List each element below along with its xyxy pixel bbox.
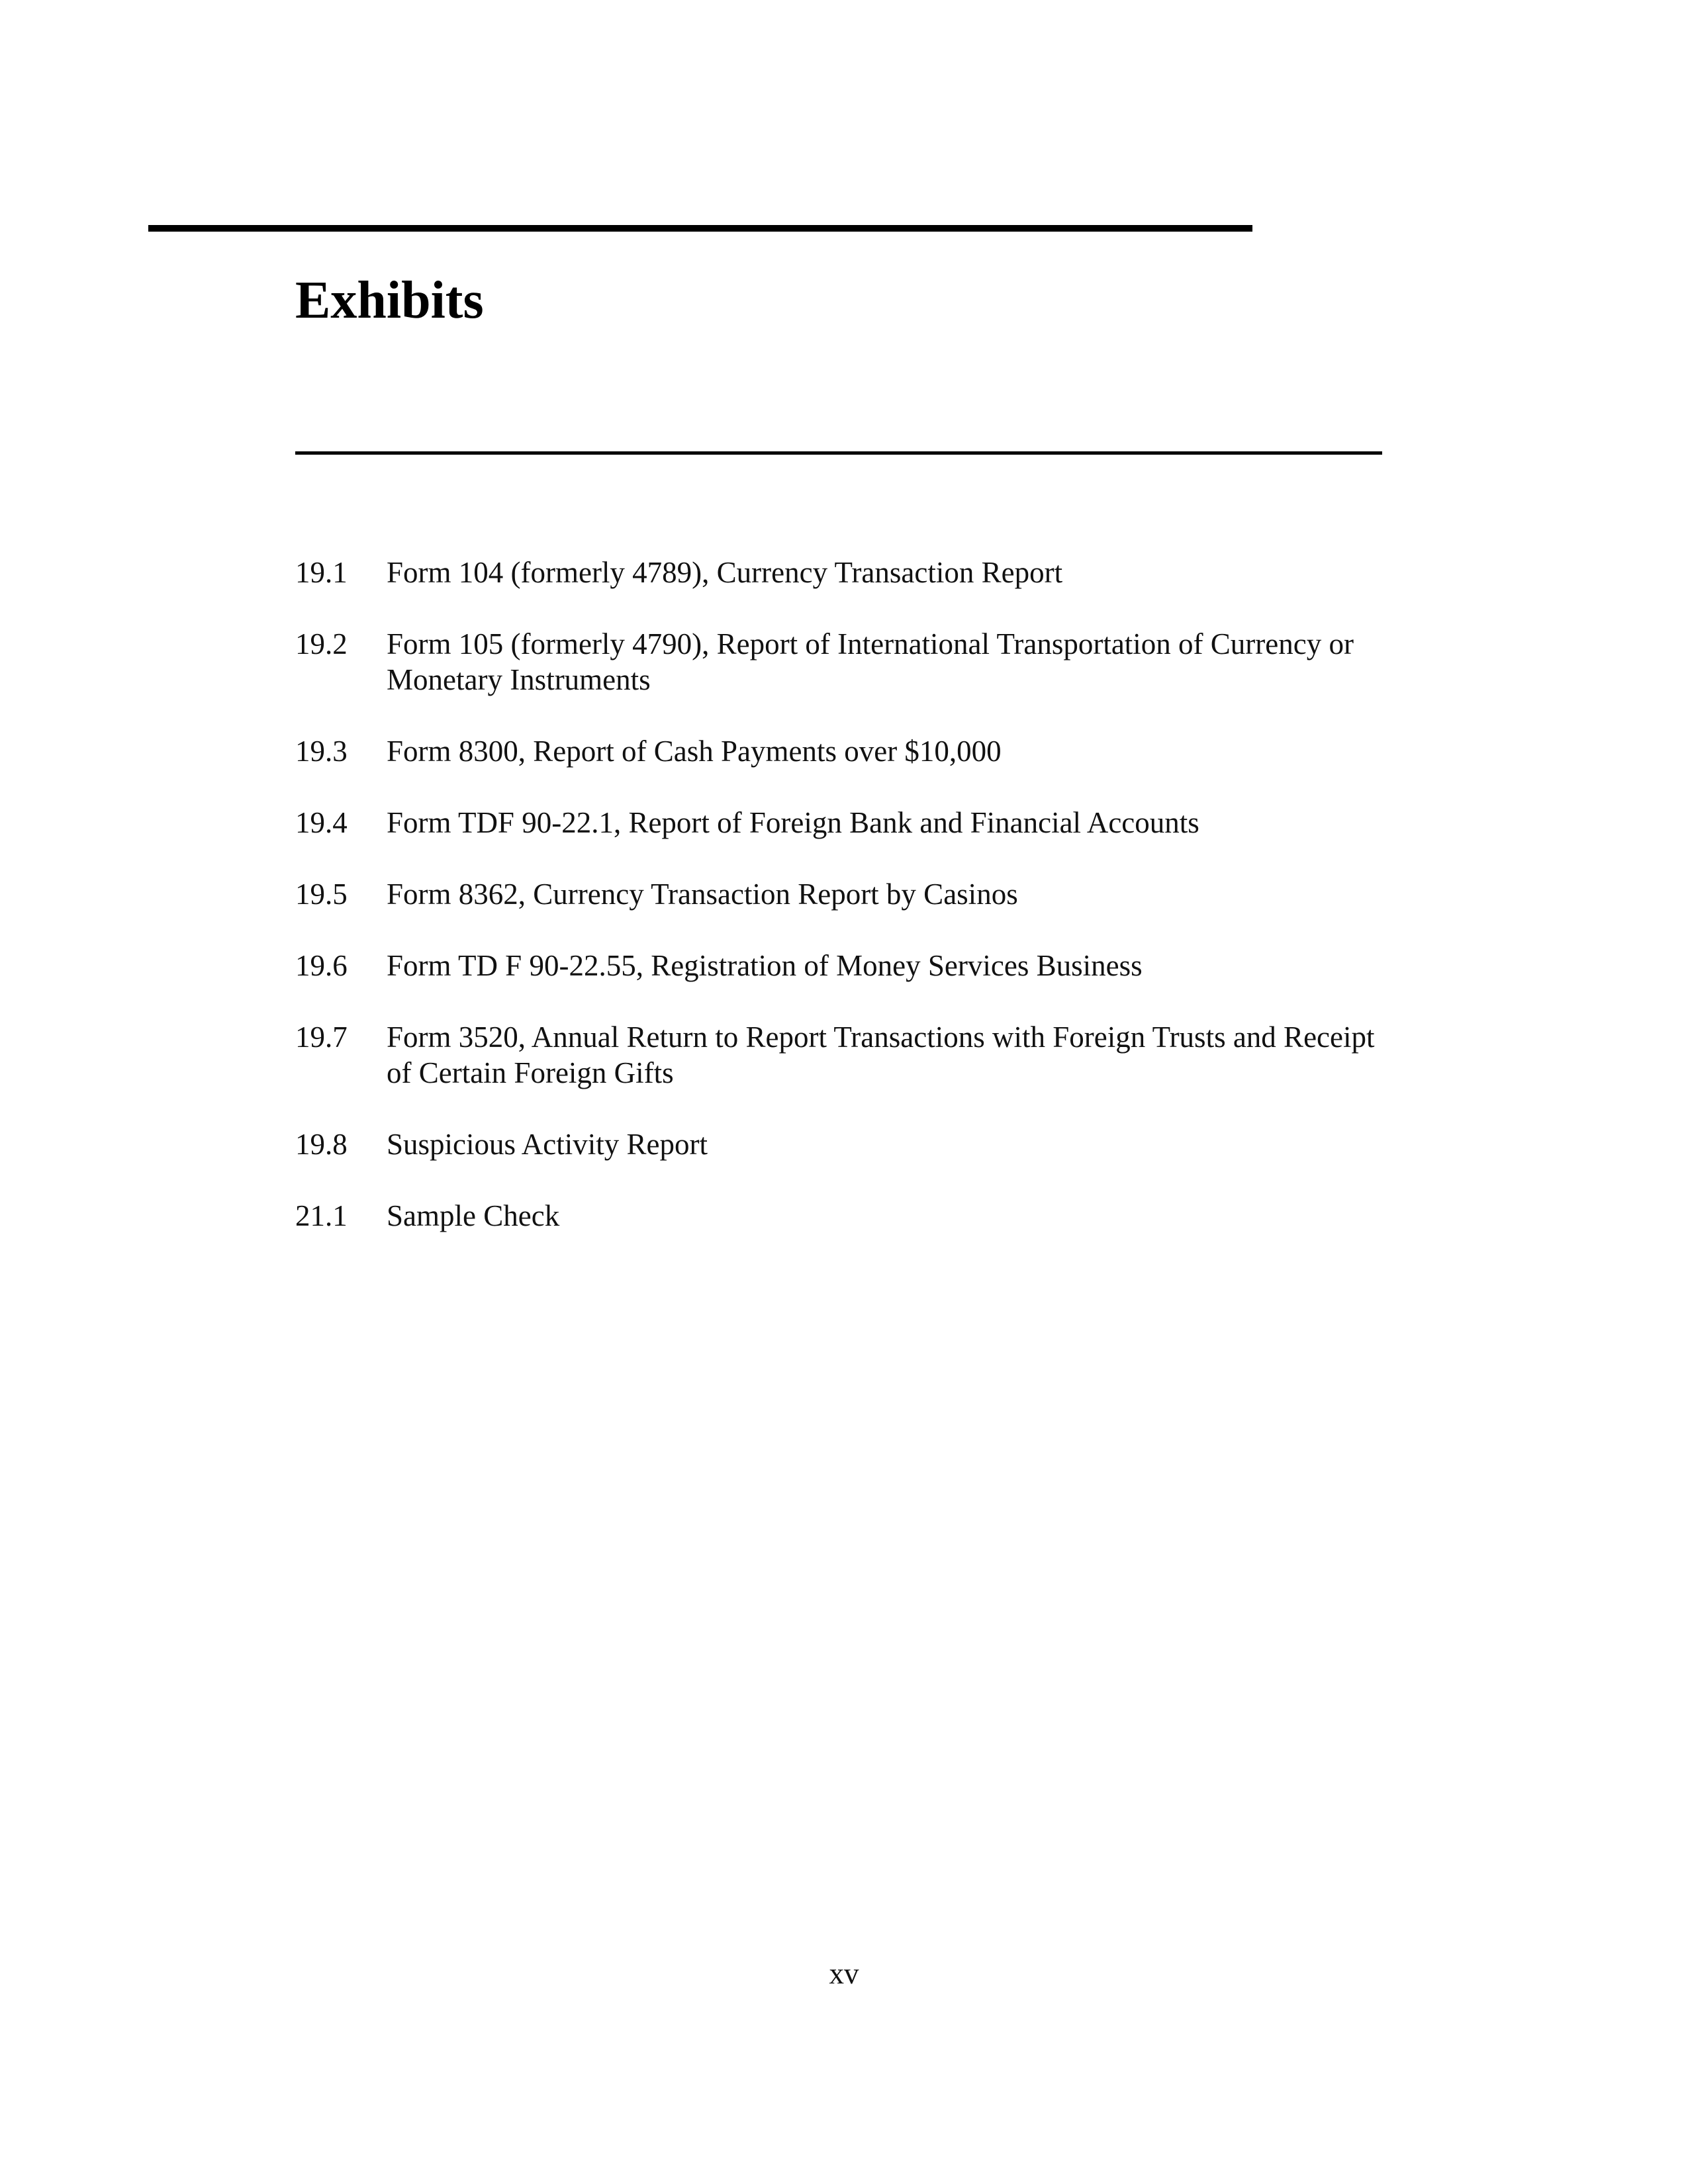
exhibit-item-19-8 xyxy=(295,1126,1387,1162)
exhibit-number: 19.7 xyxy=(295,1021,348,1054)
exhibit-title: Suspicious Activity Report xyxy=(387,1128,708,1161)
exhibit-title: Sample Check xyxy=(387,1199,560,1232)
exhibit-item-19-4 xyxy=(295,805,1387,841)
exhibit-item-19-3 xyxy=(295,733,1387,769)
exhibit-item-19-1 xyxy=(295,555,1387,590)
exhibit-title: Form 8362, Currency Transaction Report by Casinos xyxy=(387,878,1018,911)
exhibit-title: Form TDF 90-22.1, Report of Foreign Bank and Financial Accounts xyxy=(387,806,1199,839)
exhibit-item-19-2 xyxy=(295,626,1387,698)
exhibit-item-19-5 xyxy=(295,876,1387,912)
exhibit-title: Form TD F 90-22.55, Registration of Money Services Business xyxy=(387,949,1143,982)
exhibit-number: 19.4 xyxy=(295,806,348,839)
exhibit-number: 19.1 xyxy=(295,556,348,589)
exhibit-list xyxy=(295,555,1387,1269)
exhibit-title: Form 8300, Report of Cash Payments over $10,000 xyxy=(387,735,1002,768)
exhibit-item-21-1 xyxy=(295,1198,1387,1234)
exhibit-number: 19.5 xyxy=(295,878,348,911)
exhibit-title: Form 104 (formerly 4789), Currency Transaction Report xyxy=(387,556,1063,589)
exhibit-number: 19.6 xyxy=(295,949,348,982)
title-divider xyxy=(295,451,1382,455)
exhibit-item-19-7 xyxy=(295,1019,1387,1091)
page-number: xv xyxy=(829,1957,859,1990)
header-rule xyxy=(148,225,1252,232)
exhibit-title: Form 3520, Annual Return to Report Transactions with Foreign Trusts and Receipt of Certain Foreign Gifts xyxy=(387,1021,1375,1089)
page-title: Exhibits xyxy=(295,271,484,330)
exhibit-number: 19.2 xyxy=(295,627,348,660)
exhibit-number: 19.8 xyxy=(295,1128,348,1161)
exhibit-title: Form 105 (formerly 4790), Report of International Transportation of Currency or Monetary Instruments xyxy=(387,627,1354,696)
exhibit-item-19-6 xyxy=(295,948,1387,983)
exhibit-number: 19.3 xyxy=(295,735,348,768)
exhibit-number: 21.1 xyxy=(295,1199,348,1232)
